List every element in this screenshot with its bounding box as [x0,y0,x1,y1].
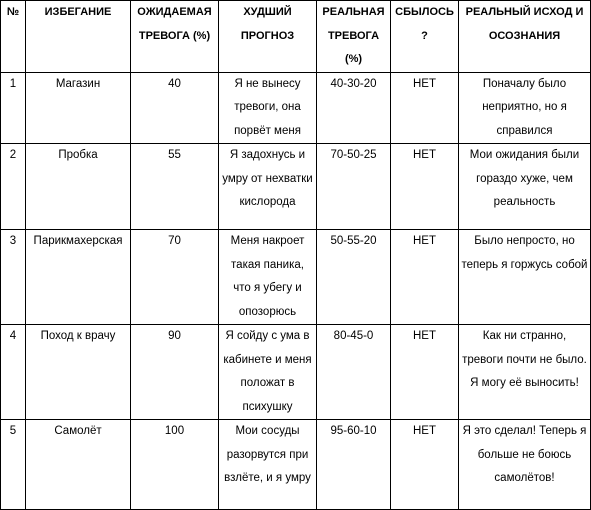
cell-worst-forecast: Я задохнусь и умру от нехватки кислорода [219,144,317,230]
cell-real-anxiety: 80-45-0 [317,325,391,420]
cell-real-outcome: Как ни странно, тревоги почти не было. Я могу её выносить! [459,325,591,420]
cell-num: 1 [1,72,26,144]
cell-real-anxiety: 50-55-20 [317,230,391,325]
cell-num: 5 [1,420,26,510]
cell-expected-anxiety: 70 [131,230,219,325]
cell-worst-forecast: Я не вынесу тревоги, она порвёт меня [219,72,317,144]
table-row [1,72,591,144]
cell-expected-anxiety: 90 [131,325,219,420]
cell-real-anxiety: 70-50-25 [317,144,391,230]
cell-expected-anxiety: 100 [131,420,219,510]
cell-real-anxiety: 95-60-10 [317,420,391,510]
cell-real-anxiety: 40-30-20 [317,72,391,144]
table-header-row [1,1,591,73]
table-row [1,420,591,510]
header-expected-anxiety: ОЖИДАЕМАЯ ТРЕВОГА (%) [131,1,219,73]
cell-num: 4 [1,325,26,420]
table-row [1,325,591,420]
cell-avoidance: Магазин [26,72,131,144]
cell-worst-forecast: Мои сосуды разорвутся при взлёте, и я умру [219,420,317,510]
header-real-outcome: РЕАЛЬНЫЙ ИСХОД И ОСОЗНАНИЯ [459,1,591,73]
header-num: № [1,1,26,73]
cell-happened: НЕТ [391,144,459,230]
cell-avoidance: Пробка [26,144,131,230]
cell-num: 2 [1,144,26,230]
cell-happened: НЕТ [391,325,459,420]
cell-real-outcome: Поначалу было неприятно, но я справился [459,72,591,144]
header-happened: СБЫЛОСЬ ? [391,1,459,73]
cell-avoidance: Парикмахерская [26,230,131,325]
table-row [1,230,591,325]
cell-avoidance: Самолёт [26,420,131,510]
cell-happened: НЕТ [391,230,459,325]
cell-happened: НЕТ [391,72,459,144]
cell-expected-anxiety: 55 [131,144,219,230]
cell-avoidance: Поход к врачу [26,325,131,420]
header-worst-forecast: ХУДШИЙ ПРОГНОЗ [219,1,317,73]
cell-real-outcome: Было непросто, но теперь я горжусь собой [459,230,591,325]
cell-worst-forecast: Я сойду с ума в кабинете и меня положат в психушку [219,325,317,420]
cell-worst-forecast: Меня накроет такая паника, что я убегу и опозорюсь [219,230,317,325]
cell-expected-anxiety: 40 [131,72,219,144]
cell-num: 3 [1,230,26,325]
table-row [1,144,591,230]
header-avoidance: ИЗБЕГАНИЕ [26,1,131,73]
cell-happened: НЕТ [391,420,459,510]
cell-real-outcome: Мои ожидания были гораздо хуже, чем реальность [459,144,591,230]
header-real-anxiety: РЕАЛЬНАЯ ТРЕВОГА (%) [317,1,391,73]
cell-real-outcome: Я это сделал! Теперь я больше не боюсь самолётов! [459,420,591,510]
